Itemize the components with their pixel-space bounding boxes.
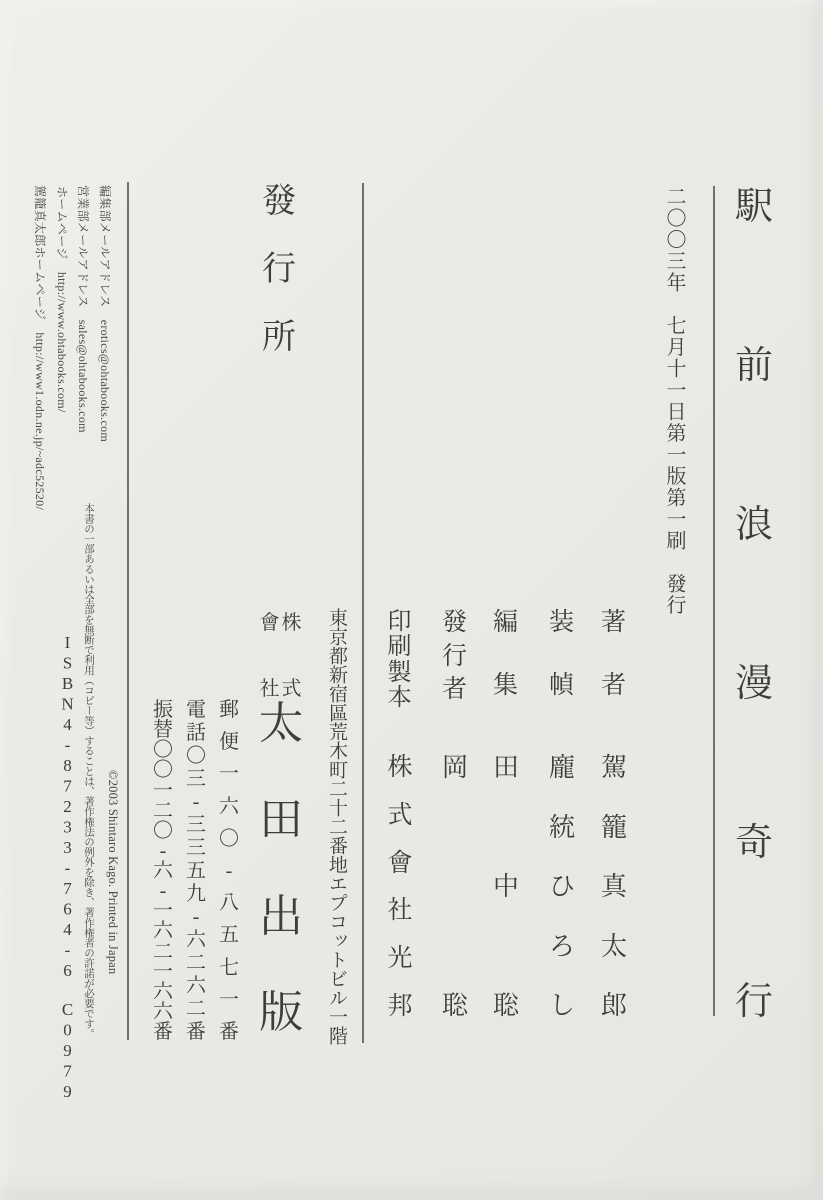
publisher-corp-prefix-right: 株 式 <box>281 612 302 700</box>
publisher-address: 東京都新宿區荒木町二十二番地エプコットビル一階 <box>326 608 347 1045</box>
editorial-email-line: 編集部メールアドレス erotics@ohtabooks.com <box>98 185 112 443</box>
publisher-postal-transfer: 振 替 〇 〇 一 二 〇 - 六 - 一 六 二 一 六 六 番 <box>153 699 173 1043</box>
credit-role-printer: 印 刷 製 本 <box>387 609 412 711</box>
author-homepage-line: 駕籠真太郎ホームページ http://www1.odn.ne.jp/~adc52520/ <box>33 185 47 511</box>
publisher-phone: 電 話 〇 三 - 三 三 五 九 - 六 二 六 二 番 <box>186 699 206 1043</box>
book-title: 駅 前 浪 漫 奇 行 <box>734 186 773 1023</box>
divider-publisher-legal <box>127 182 129 1040</box>
credit-name-publisher-person: 岡 聡 <box>441 753 468 1020</box>
edition-line: 二〇〇三年 七月十一日第一版第一刷 發行 <box>663 186 685 616</box>
publisher-postal-code: 郵 便 一 六 〇 - 八 五 七 一 番 <box>219 699 239 1043</box>
credit-name-author: 駕 籠 真 太 郎 <box>600 753 627 1020</box>
credit-name-printer: 株 式 會 社 光 邦 <box>387 754 413 1020</box>
divider-title <box>713 186 715 1016</box>
credit-role-author: 著 者 <box>600 609 626 699</box>
publisher-label: 發 行 所 <box>262 183 296 356</box>
copyright-usage-notice: 本書の一部あるいは全部を無断で利用（コピー等）することは、著作権法の例外を除き、著作権者の許諾が必要です。 <box>83 503 94 1039</box>
credit-role-designer: 装 幀 <box>548 609 574 699</box>
credit-role-editor: 編 集 <box>492 609 518 699</box>
publisher-homepage-line: ホームページ http://www.ohtabooks.com/ <box>55 186 69 413</box>
isbn-code: ISBN4-87233-764-6 C0979 <box>58 633 77 1103</box>
sales-email-line: 営業部メールアドレス sales@ohtabooks.com <box>76 185 90 433</box>
publisher-name: 太 田 出 版 <box>259 699 303 1037</box>
publisher-corp-prefix-left: 會 社 <box>259 612 280 700</box>
credit-name-editor: 田 中 聡 <box>492 753 519 1020</box>
credit-role-publisher-person: 發 行 者 <box>441 609 467 703</box>
divider-credits-publisher <box>362 183 364 1043</box>
credit-name-designer: 龐 統 ひ ろ し <box>548 753 575 1020</box>
copyright-line: ©2003 Shintaro Kago. Printed in Japan <box>106 770 120 975</box>
